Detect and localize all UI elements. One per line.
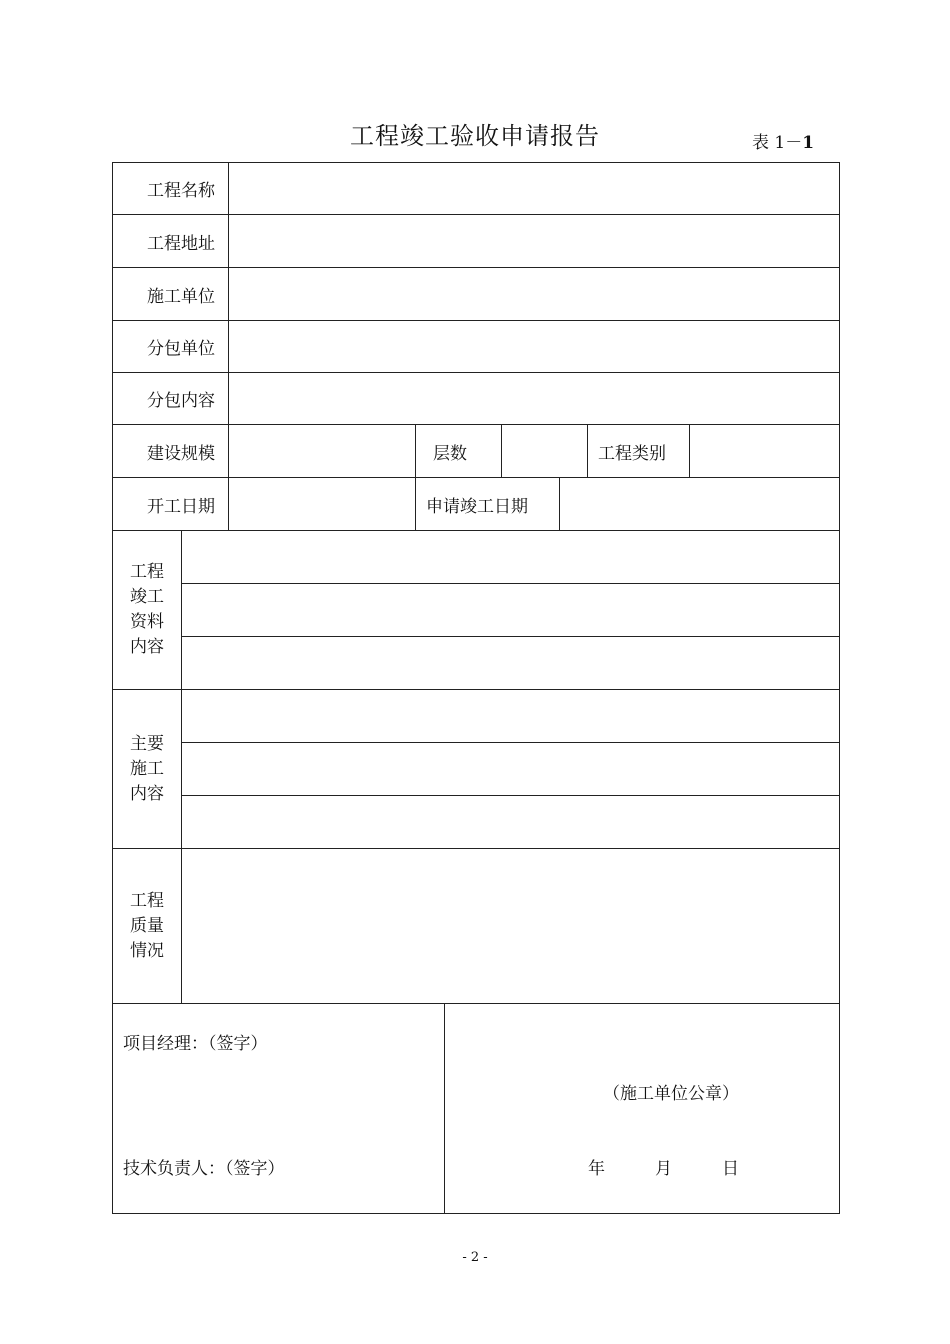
label-main-construction-line: 内容 [130, 783, 164, 804]
seal-area[interactable] [444, 1003, 840, 1214]
label-completion-docs-line: 竣工 [130, 587, 164, 607]
field-subcontract-content[interactable] [228, 372, 840, 425]
label-main-construction [112, 689, 182, 849]
field-completion-docs-line-2[interactable] [181, 583, 840, 637]
field-completion-docs-line-1[interactable] [181, 530, 840, 584]
label-start-date: 开工日期 [112, 477, 229, 531]
form-number-prefix: 表 1－ [752, 133, 803, 153]
project-manager-signature-label: 项目经理：（签字） [123, 1034, 268, 1054]
field-completion-apply-date[interactable] [559, 477, 840, 531]
label-main-construction-line: 主要 [130, 733, 164, 754]
label-floors: 层数 [415, 424, 502, 478]
date-year-label: 年 [588, 1159, 605, 1179]
field-start-date[interactable] [228, 477, 416, 531]
field-project-category[interactable] [689, 424, 840, 478]
label-quality-line: 工程 [130, 890, 164, 911]
field-subcontract-unit[interactable] [228, 320, 840, 373]
field-main-construction-line-3[interactable] [181, 795, 840, 849]
label-project-name: 工程名称 [112, 162, 229, 215]
document-title: 工程竣工验收申请报告 [350, 122, 600, 150]
label-quality [112, 848, 182, 1004]
label-quality-line: 质量 [130, 915, 164, 936]
field-construction-scale[interactable] [228, 424, 416, 478]
date-day-label: 日 [722, 1159, 739, 1179]
label-completion-docs [112, 530, 182, 690]
label-quality-line: 情况 [130, 940, 164, 961]
field-main-construction-line-2[interactable] [181, 742, 840, 796]
label-project-address: 工程地址 [112, 214, 229, 268]
field-completion-docs-line-3[interactable] [181, 636, 840, 690]
field-floors[interactable] [501, 424, 588, 478]
field-project-address[interactable] [228, 214, 840, 268]
seal-label: （施工单位公章） [603, 1084, 739, 1104]
label-completion-docs-line: 工程 [130, 562, 164, 582]
page-number: - 2 - [462, 1250, 488, 1265]
field-main-construction-line-1[interactable] [181, 689, 840, 743]
date-month-label: 月 [655, 1159, 672, 1179]
label-subcontract-content: 分包内容 [112, 372, 229, 425]
label-completion-apply-date: 申请竣工日期 [415, 477, 560, 531]
label-construction-unit: 施工单位 [112, 267, 229, 321]
form-number-value: 1 [802, 133, 815, 153]
field-quality[interactable] [181, 848, 840, 1004]
label-project-category: 工程类别 [587, 424, 690, 478]
technical-lead-signature-label: 技术负责人：（签字） [123, 1159, 285, 1179]
label-construction-scale: 建设规模 [112, 424, 229, 478]
field-project-name[interactable] [228, 162, 840, 215]
field-construction-unit[interactable] [228, 267, 840, 321]
label-main-construction-line: 施工 [130, 758, 164, 779]
label-completion-docs-line: 资料 [130, 612, 164, 632]
form-number [752, 128, 814, 153]
label-completion-docs-line: 内容 [130, 637, 164, 657]
label-subcontract-unit: 分包单位 [112, 320, 229, 373]
